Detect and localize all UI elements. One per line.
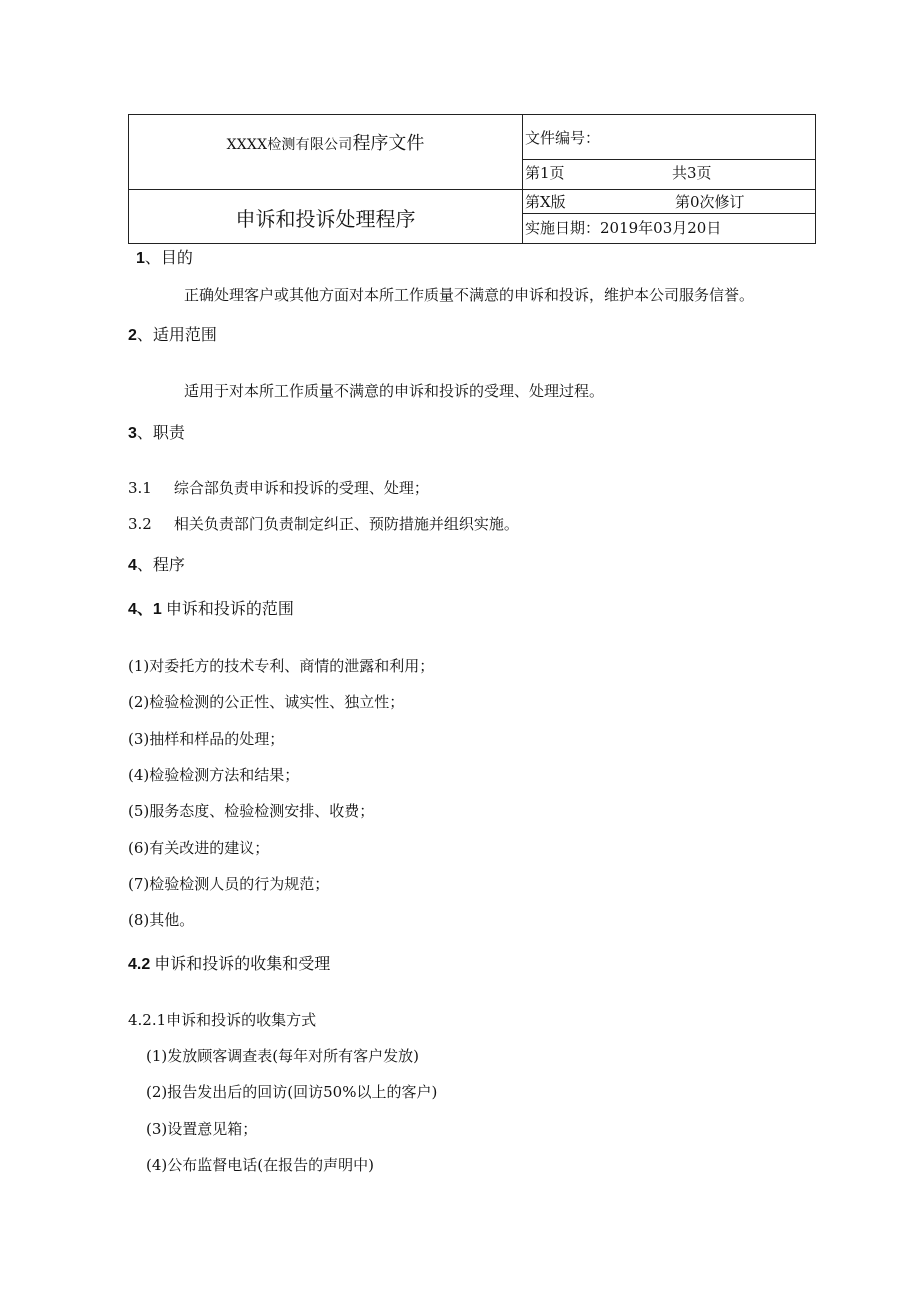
section-4-2-1-item-3: (3)设置意见箱； bbox=[146, 1120, 258, 1138]
section-4-number: 4 bbox=[128, 557, 137, 574]
doc-number-label: 文件编号： bbox=[525, 129, 601, 147]
section-3-item-2-text: 相关负责部门负责制定纠正、预防措施并组织实施。 bbox=[173, 515, 519, 533]
section-1-body: 正确处理客户或其他方面对本所工作质量不满意的申诉和投诉，维护本公司服务信誉。 bbox=[184, 286, 755, 304]
section-3-number: 3 bbox=[128, 425, 137, 442]
section-4-1-item-4: (4)检验检测方法和结果； bbox=[128, 766, 300, 784]
doc-type: 程序文件 bbox=[352, 133, 425, 154]
section-4-2-heading bbox=[128, 954, 330, 975]
section-4-title: 、程序 bbox=[136, 555, 185, 574]
section-4-1-title: 申诉和投诉的范围 bbox=[165, 599, 294, 618]
section-2-body: 适用于对本所工作质量不满意的申诉和投诉的受理、处理过程。 bbox=[184, 382, 605, 400]
section-1-number: 1 bbox=[136, 250, 145, 267]
section-4-heading bbox=[128, 555, 185, 576]
table-divider-vertical bbox=[522, 115, 523, 243]
section-4-2-number: 4.2 bbox=[128, 956, 151, 973]
doc-title: 申诉和投诉处理程序 bbox=[235, 207, 416, 231]
version-label: 第X版 bbox=[525, 193, 566, 211]
section-4-1-item-6: (6)有关改进的建议； bbox=[128, 839, 270, 857]
table-divider-right-3 bbox=[522, 213, 815, 214]
section-4-1-heading bbox=[128, 599, 294, 620]
section-4-1-item-2: (2)检验检测的公正性、诚实性、独立性； bbox=[128, 693, 405, 711]
section-3-item-1-text: 综合部负责申诉和投诉的受理、处理； bbox=[173, 479, 429, 497]
section-4-1-item-3: (3)抽样和样品的处理； bbox=[128, 730, 285, 748]
section-4-1-item-1: (1)对委托方的技术专利、商情的泄露和利用； bbox=[128, 657, 435, 675]
header-table bbox=[128, 114, 816, 244]
section-4-2-1-item-1: (1)发放顾客调查表(每年对所有客户发放) bbox=[146, 1047, 419, 1065]
revision-label: 第0次修订 bbox=[675, 193, 745, 211]
table-divider-left bbox=[129, 189, 522, 190]
section-4-2-title: 申诉和投诉的收集和受理 bbox=[154, 954, 331, 973]
section-1-title: 、目的 bbox=[144, 248, 193, 267]
section-3-item-2 bbox=[128, 514, 519, 534]
section-3-heading bbox=[128, 423, 185, 444]
section-4-1-number: 4、1 bbox=[128, 601, 162, 618]
section-2-title: 、适用范围 bbox=[136, 325, 217, 344]
section-4-1-item-8: (8)其他。 bbox=[128, 911, 195, 929]
section-2-heading bbox=[128, 325, 217, 346]
section-4-2-1-item-2: (2)报告发出后的回访(回访50%以上的客户) bbox=[146, 1083, 438, 1101]
section-2-number: 2 bbox=[128, 327, 137, 344]
section-3-item-1 bbox=[128, 478, 429, 498]
section-3-item-1-number: 3.1 bbox=[128, 479, 152, 497]
section-4-1-item-5: (5)服务态度、检验检测安排、收费； bbox=[128, 802, 375, 820]
section-3-item-2-number: 3.2 bbox=[128, 515, 152, 533]
table-divider-right-2 bbox=[522, 189, 815, 190]
effective-date-label: 实施日期：2019年03月20日 bbox=[525, 219, 722, 237]
section-1-heading bbox=[136, 248, 193, 269]
section-4-2-1-item-4: (4)公布监督电话(在报告的声明中) bbox=[146, 1156, 374, 1174]
section-3-title: 、职责 bbox=[136, 423, 185, 442]
company-line bbox=[129, 129, 522, 155]
total-pages-label: 共3页 bbox=[672, 164, 712, 182]
page-label: 第1页 bbox=[525, 164, 565, 182]
section-4-1-item-7: (7)检验检测人员的行为规范； bbox=[128, 875, 330, 893]
section-4-2-1-heading: 4.2.1申诉和投诉的收集方式 bbox=[128, 1011, 317, 1029]
table-divider-right-1 bbox=[522, 159, 815, 160]
company-name: XXXX检测有限公司 bbox=[226, 137, 353, 153]
